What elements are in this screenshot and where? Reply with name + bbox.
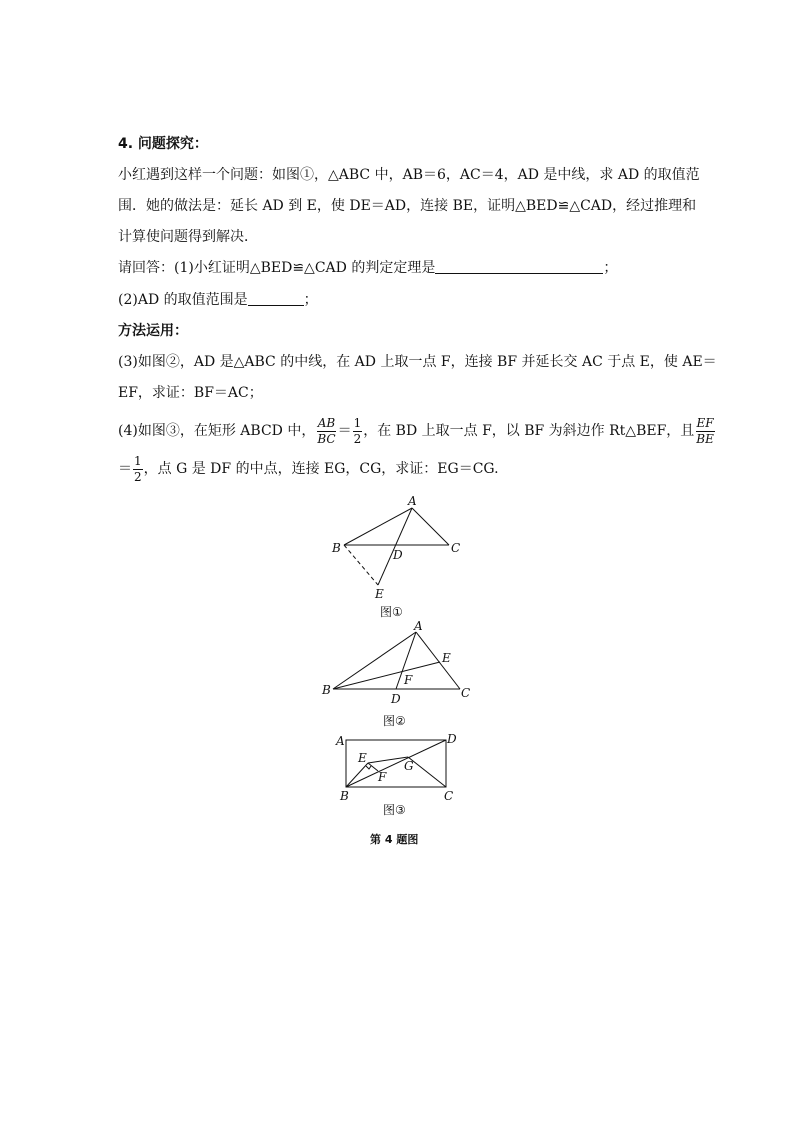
segment-ac (416, 632, 460, 689)
fig3-label-f: F (378, 770, 387, 784)
fig3-label-d: D (447, 732, 457, 746)
equals-sign: ＝ (337, 423, 352, 439)
problem-text-line-1: 小红遇到这样一个问题：如图①，△ABC 中，AB＝6，AC＝4，AD 是中线，求 AD 的取值范 (118, 167, 700, 183)
sub-question-4-text-b: ，在 BD 上取一点 F，以 BF 为斜边作 Rt△BEF，且 (363, 423, 695, 439)
fig1-label-a: A (408, 494, 417, 508)
segment-be (346, 763, 368, 787)
fig3-label-g: G (404, 759, 414, 773)
fig3-caption: 图③ (383, 803, 406, 817)
fraction-denominator: BE (696, 431, 714, 446)
segment-ab (344, 508, 412, 545)
fig2-label-f: F (404, 673, 413, 687)
fig2-label-d: D (391, 692, 401, 706)
question-heading: 4. 问题探究： (118, 136, 208, 152)
fig3-label-a: A (336, 734, 345, 748)
sub-question-4-text-a: (4)如图③，在矩形 ABCD 中， (118, 423, 316, 439)
sub-question-4-text-c: ，点 G 是 DF 的中点，连接 EG，CG，求证：EG＝CG. (143, 461, 499, 477)
segment-be (344, 545, 378, 585)
fig1-label-b: B (332, 541, 341, 555)
sub-question-3-line-1: (3)如图②，AD 是△ABC 的中线，在 AD 上取一点 F，连接 BF 并延长交 AC 于点 E，使 AE＝ (118, 354, 717, 370)
fraction-numerator: EF (696, 415, 714, 430)
figure-1 (344, 508, 449, 585)
fraction-denominator: 2 (353, 431, 362, 446)
segment-ef (368, 763, 378, 771)
fraction-numerator: 1 (134, 453, 142, 468)
sub-question-2-end: ； (303, 292, 318, 308)
right-angle-mark (366, 766, 371, 769)
fraction-denominator: 2 (134, 469, 142, 484)
fig1-caption: 图① (380, 605, 403, 619)
sub-question-3-line-2: EF，求证：BF＝AC； (118, 385, 263, 401)
fraction-numerator: AB (317, 415, 336, 430)
fig1-label-d: D (393, 548, 403, 562)
fig1-label-c: C (451, 541, 461, 555)
method-heading: 方法运用： (118, 323, 188, 339)
fig1-label-e: E (375, 587, 384, 601)
segment-be (333, 662, 440, 689)
fig3-label-c: C (444, 789, 454, 803)
sub-question-1-text: 请回答：(1)小红证明△BED≌△CAD 的判定定理是 (118, 260, 436, 276)
fig2-label-c: C (461, 686, 471, 700)
segment-eg (368, 757, 408, 763)
segment-ac (412, 508, 449, 545)
sub-question-2-text: (2)AD 的取值范围是 (118, 292, 248, 308)
fig2-label-b: B (322, 683, 331, 697)
equals-sign: ＝ (118, 461, 132, 477)
fig3-label-b: B (340, 789, 349, 803)
fig2-caption: 图② (383, 714, 406, 728)
problem-text-line-2: 围．她的做法是：延长 AD 到 E，使 DE＝AD，连接 BE，证明△BED≌△CAD，经过推理和 (118, 198, 697, 214)
segment-gc (408, 757, 446, 787)
figure-group-caption: 第 4 题图 (370, 833, 419, 846)
sub-question-1-end: ； (603, 260, 618, 276)
fig3-label-e: E (358, 751, 367, 765)
fraction-numerator: 1 (353, 415, 362, 430)
fig2-label-a: A (414, 619, 423, 633)
problem-text-line-3: 计算使问题得到解决． (118, 229, 258, 245)
segment-ae (378, 508, 412, 585)
figure-2 (333, 632, 460, 689)
fraction-denominator: BC (317, 431, 336, 446)
fig2-label-e: E (442, 651, 451, 665)
